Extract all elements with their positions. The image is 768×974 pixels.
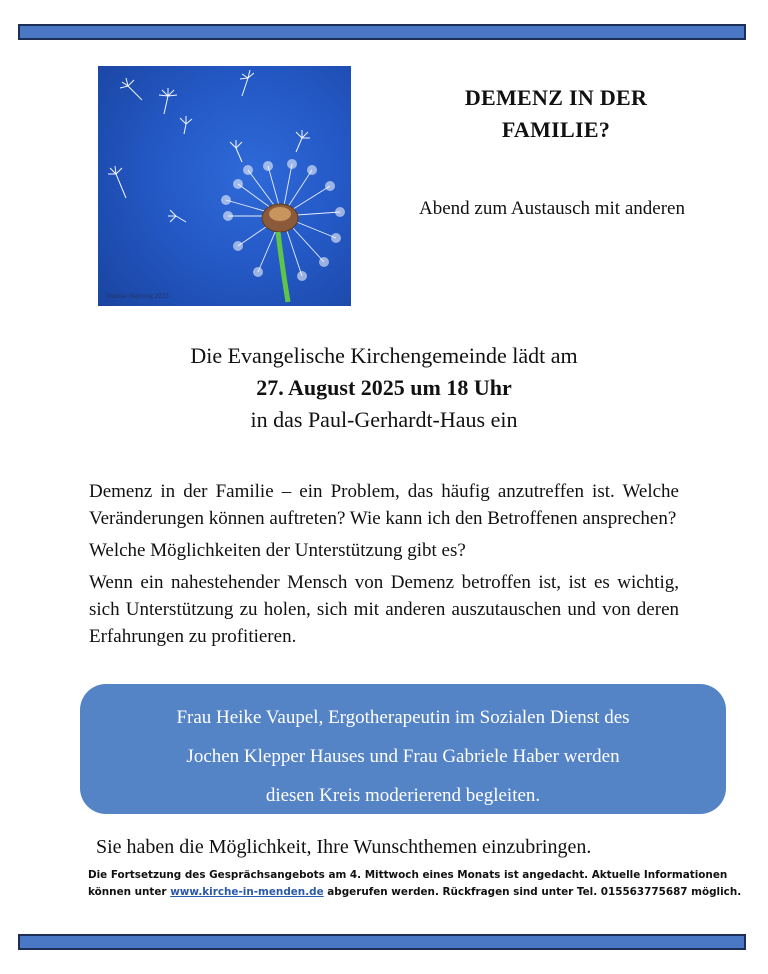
closing-text: Sie haben die Möglichkeit, Ihre Wunschthemen einzubringen.: [96, 836, 592, 858]
invite-line-1: Die Evangelische Kirchengemeinde lädt am: [190, 343, 578, 368]
body-paragraph-1: Demenz in der Familie – ein Problem, das häufig anzutreffen ist. Welche Veränderungen können auftreten? Wie kann ich den Betroffenen ansprechen?: [89, 481, 679, 529]
top-divider-bar: [18, 24, 746, 40]
dandelion-icon: [98, 66, 351, 306]
footnote-line-2: [88, 884, 748, 901]
moderators-box: [80, 684, 726, 814]
body-paragraph-3: Wenn ein nahestehender Mensch von Demenz betroffen ist, ist es wichtig, sich Unterstützung zu holen, sich mit anderen auszutauschen und von deren Erfahrungen zu profitieren.: [89, 572, 679, 647]
invitation-block: [60, 340, 708, 436]
subtitle: Abend zum Austausch mit anderen: [419, 198, 685, 219]
website-link[interactable]: www.kirche-in-menden.de: [170, 886, 324, 898]
event-date: 27. August 2025 um 18 Uhr: [256, 375, 512, 400]
title-line-2: FAMILIE?: [501, 117, 611, 142]
bottom-divider-bar: [18, 934, 746, 950]
box-line-3: diesen Kreis moderierend begleiten.: [265, 785, 541, 806]
box-line-1: Frau Heike Vaupel, Ergotherapeutin im Sozialen Dienst des: [176, 707, 630, 728]
body-text: [89, 478, 679, 655]
title-line-1: DEMENZ IN DER: [464, 85, 648, 110]
footnote-line-1: Die Fortsetzung des Gesprächsangebots am 4. Mittwoch eines Monats ist angedacht. Aktuelle Informationen: [88, 869, 728, 881]
dandelion-image: [98, 66, 351, 306]
footnote-pre-link: können unter: [88, 886, 171, 898]
footnote-post-link: abgerufen werden. Rückfragen sind unter Tel. 015563775687 möglich.: [323, 886, 742, 898]
page-title: [400, 82, 712, 146]
body-paragraph-2: Welche Möglichkeiten der Unterstützung gibt es?: [89, 540, 466, 561]
invite-line-3: in das Paul-Gerhardt-Haus ein: [250, 407, 518, 432]
box-line-2: Jochen Klepper Hauses und Frau Gabriele Haber werden: [186, 746, 620, 767]
footnote: [88, 867, 748, 901]
painting-signature: Jeanine Heptung 2023: [106, 292, 169, 300]
